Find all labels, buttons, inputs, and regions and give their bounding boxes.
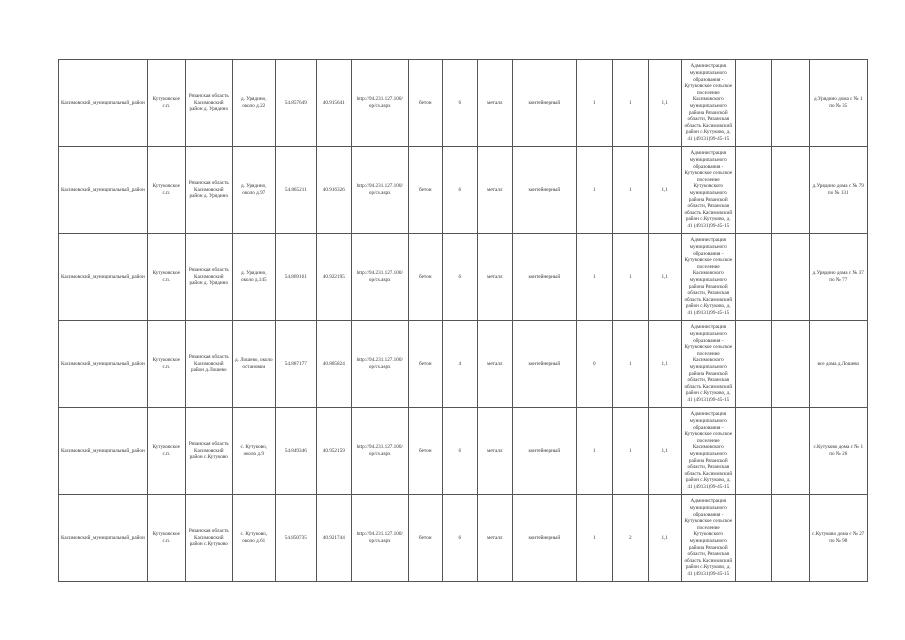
count-1-cell: 1 [576,495,612,582]
count-1-cell: 1 [576,234,612,321]
region-cell: Рязанская область Касимовский район д.Лошево [185,321,232,408]
address-cell: д. Урядино, около д.22 [232,60,275,147]
latitude-cell: 54.887177 [275,321,316,408]
empty-cell [735,60,771,147]
fence-cell: металл [477,60,512,147]
latitude-cell: 54.869161 [275,234,316,321]
area-cell: 4 [442,321,477,408]
note-cell: д.Урядино дома с № 1 по № 35 [809,60,867,147]
owner-cell: Администрация муниципального образования - Кутуковское сельское поселение Кутуковского муниципального района Рязанской области, Рязанская область Касимовский район с.Кутуково, д. 41 (49131)99-45-15 [681,147,735,234]
fence-cell: металл [477,234,512,321]
type-cell: контейнерный [512,147,576,234]
count-2-cell: 1 [612,408,648,495]
note-cell: все дома д.Лошево [809,321,867,408]
table-row [59,408,868,495]
settlement-cell: Кутуковское с.п. [147,234,185,321]
type-cell: контейнерный [512,234,576,321]
type-cell: контейнерный [512,321,576,408]
count-3-cell: 1,1 [648,321,681,408]
owner-cell: Администрация муниципального образования - Кутуковское сельское поселение Касимовского муниципального района Рязанской области, Рязанская область Касимовский район с.Кутуково, д. 41 (49131)99-45-15 [681,60,735,147]
type-cell: контейнерный [512,495,576,582]
count-2-cell: 1 [612,234,648,321]
count-1-cell: 1 [576,60,612,147]
longitude-cell: 40.915641 [316,60,351,147]
registry-table [58,59,868,582]
area-cell: 6 [442,234,477,321]
type-cell: контейнерный [512,60,576,147]
empty-cell [735,321,771,408]
settlement-cell: Кутуковское с.п. [147,321,185,408]
district-cell: Касимовский_муниципальный_район [59,495,148,582]
count-1-cell: 0 [576,321,612,408]
empty-cell [771,60,809,147]
longitude-cell: 40.922195 [316,234,351,321]
latitude-cell: 54.857649 [275,60,316,147]
count-2-cell: 1 [612,147,648,234]
settlement-cell: Кутуковское с.п. [147,495,185,582]
note-cell: д.Урядино дома с № 79 по № 131 [809,147,867,234]
link-cell: http://94.231.127.100/ op/cs.aspx [351,495,408,582]
count-1-cell: 1 [576,147,612,234]
region-cell: Рязанская область Касимовский район с.Кутуково [185,408,232,495]
link-cell: http://94.231.127.100/ op/cs.aspx [351,147,408,234]
count-3-cell: 1,1 [648,147,681,234]
note-cell: д.Урядино дома с № 37 по № 77 [809,234,867,321]
longitude-cell: 40.885824 [316,321,351,408]
address-cell: с. Кутуково, около д.9 [232,408,275,495]
empty-cell [771,495,809,582]
count-3-cell: 1,1 [648,495,681,582]
surface-cell: бетон [408,234,442,321]
count-2-cell: 1 [612,60,648,147]
fence-cell: металл [477,408,512,495]
latitude-cell: 54.865211 [275,147,316,234]
settlement-cell: Кутуковское с.п. [147,60,185,147]
region-cell: Рязанская область Касимовский район д. Урядино [185,60,232,147]
longitude-cell: 40.921744 [316,495,351,582]
link-cell: http://94.231.127.100/ op/cs.aspx [351,321,408,408]
fence-cell: металл [477,147,512,234]
count-2-cell: 2 [612,495,648,582]
note-cell: с.Кутуково дома с № 27 по № 98 [809,495,867,582]
empty-cell [735,495,771,582]
empty-cell [735,234,771,321]
empty-cell [771,147,809,234]
table-row [59,147,868,234]
table-body [59,60,868,582]
link-cell: http://94.231.127.100/ op/cs.aspx [351,60,408,147]
table-row [59,321,868,408]
address-cell: д. Лошево, около остановки [232,321,275,408]
latitude-cell: 54.850735 [275,495,316,582]
area-cell: 6 [442,60,477,147]
longitude-cell: 40.952159 [316,408,351,495]
surface-cell: бетон [408,60,442,147]
region-cell: Рязанская область Касимовский район д. Урядино [185,147,232,234]
table-row [59,234,868,321]
owner-cell: Администрация муниципального образования - Кутуковское сельское поселение Касимовского муниципального района Рязанской области, Рязанская область Касимовский район с.Кутуково, д. 41 (49131)99-45-15 [681,234,735,321]
count-3-cell: 1,1 [648,60,681,147]
address-cell: с. Кутуково, около д.61 [232,495,275,582]
empty-cell [771,408,809,495]
surface-cell: бетон [408,495,442,582]
link-cell: http://94.231.127.100/ op/cs.aspx [351,234,408,321]
empty-cell [735,408,771,495]
owner-cell: Администрация муниципального образования - Кутуковское сельское поселение Касимовского муниципального района Рязанской области, Рязанская область Касимовский район с.Кутуково, д. 41 (49131)99-45-15 [681,321,735,408]
address-cell: д. Урядино, около д.145 [232,234,275,321]
empty-cell [771,321,809,408]
district-cell: Касимовский_муниципальный_район [59,147,148,234]
region-cell: Рязанская область Касимовский район с.Кутуково [185,495,232,582]
surface-cell: бетон [408,147,442,234]
region-cell: Рязанская область Касимовский район д. Урядино [185,234,232,321]
table-row [59,60,868,147]
district-cell: Касимовский_муниципальный_район [59,321,148,408]
district-cell: Касимовский_муниципальный_район [59,60,148,147]
district-cell: Касимовский_муниципальный_район [59,408,148,495]
empty-cell [771,234,809,321]
link-cell: http://94.231.127.100/ op/cs.aspx [351,408,408,495]
note-cell: с.Кутуково дома с № 1 по № 26 [809,408,867,495]
area-cell: 6 [442,147,477,234]
longitude-cell: 40.916326 [316,147,351,234]
empty-cell [735,147,771,234]
latitude-cell: 54.849346 [275,408,316,495]
settlement-cell: Кутуковское с.п. [147,147,185,234]
area-cell: 6 [442,408,477,495]
fence-cell: металл [477,321,512,408]
address-cell: д. Урядино, около д.97 [232,147,275,234]
count-1-cell: 1 [576,408,612,495]
table-row [59,495,868,582]
district-cell: Касимовский_муниципальный_район [59,234,148,321]
type-cell: контейнерный [512,408,576,495]
owner-cell: Администрация муниципального образования - Кутуковское сельское поселение Кутуковского муниципального района Рязанской области, Рязанская область Касимовский район с.Кутуково, д. 41 (49131)99-45-15 [681,495,735,582]
settlement-cell: Кутуковское с.п. [147,408,185,495]
surface-cell: бетон [408,408,442,495]
surface-cell: бетон [408,321,442,408]
owner-cell: Администрация муниципального образования - Кутуковское сельское поселение Касимовского муниципального района Рязанской области, Рязанская область Касимовский район с.Кутуково, д. 41 (49131)99-45-15 [681,408,735,495]
count-3-cell: 1,1 [648,234,681,321]
fence-cell: металл [477,495,512,582]
area-cell: 6 [442,495,477,582]
count-3-cell: 1,1 [648,408,681,495]
count-2-cell: 1 [612,321,648,408]
